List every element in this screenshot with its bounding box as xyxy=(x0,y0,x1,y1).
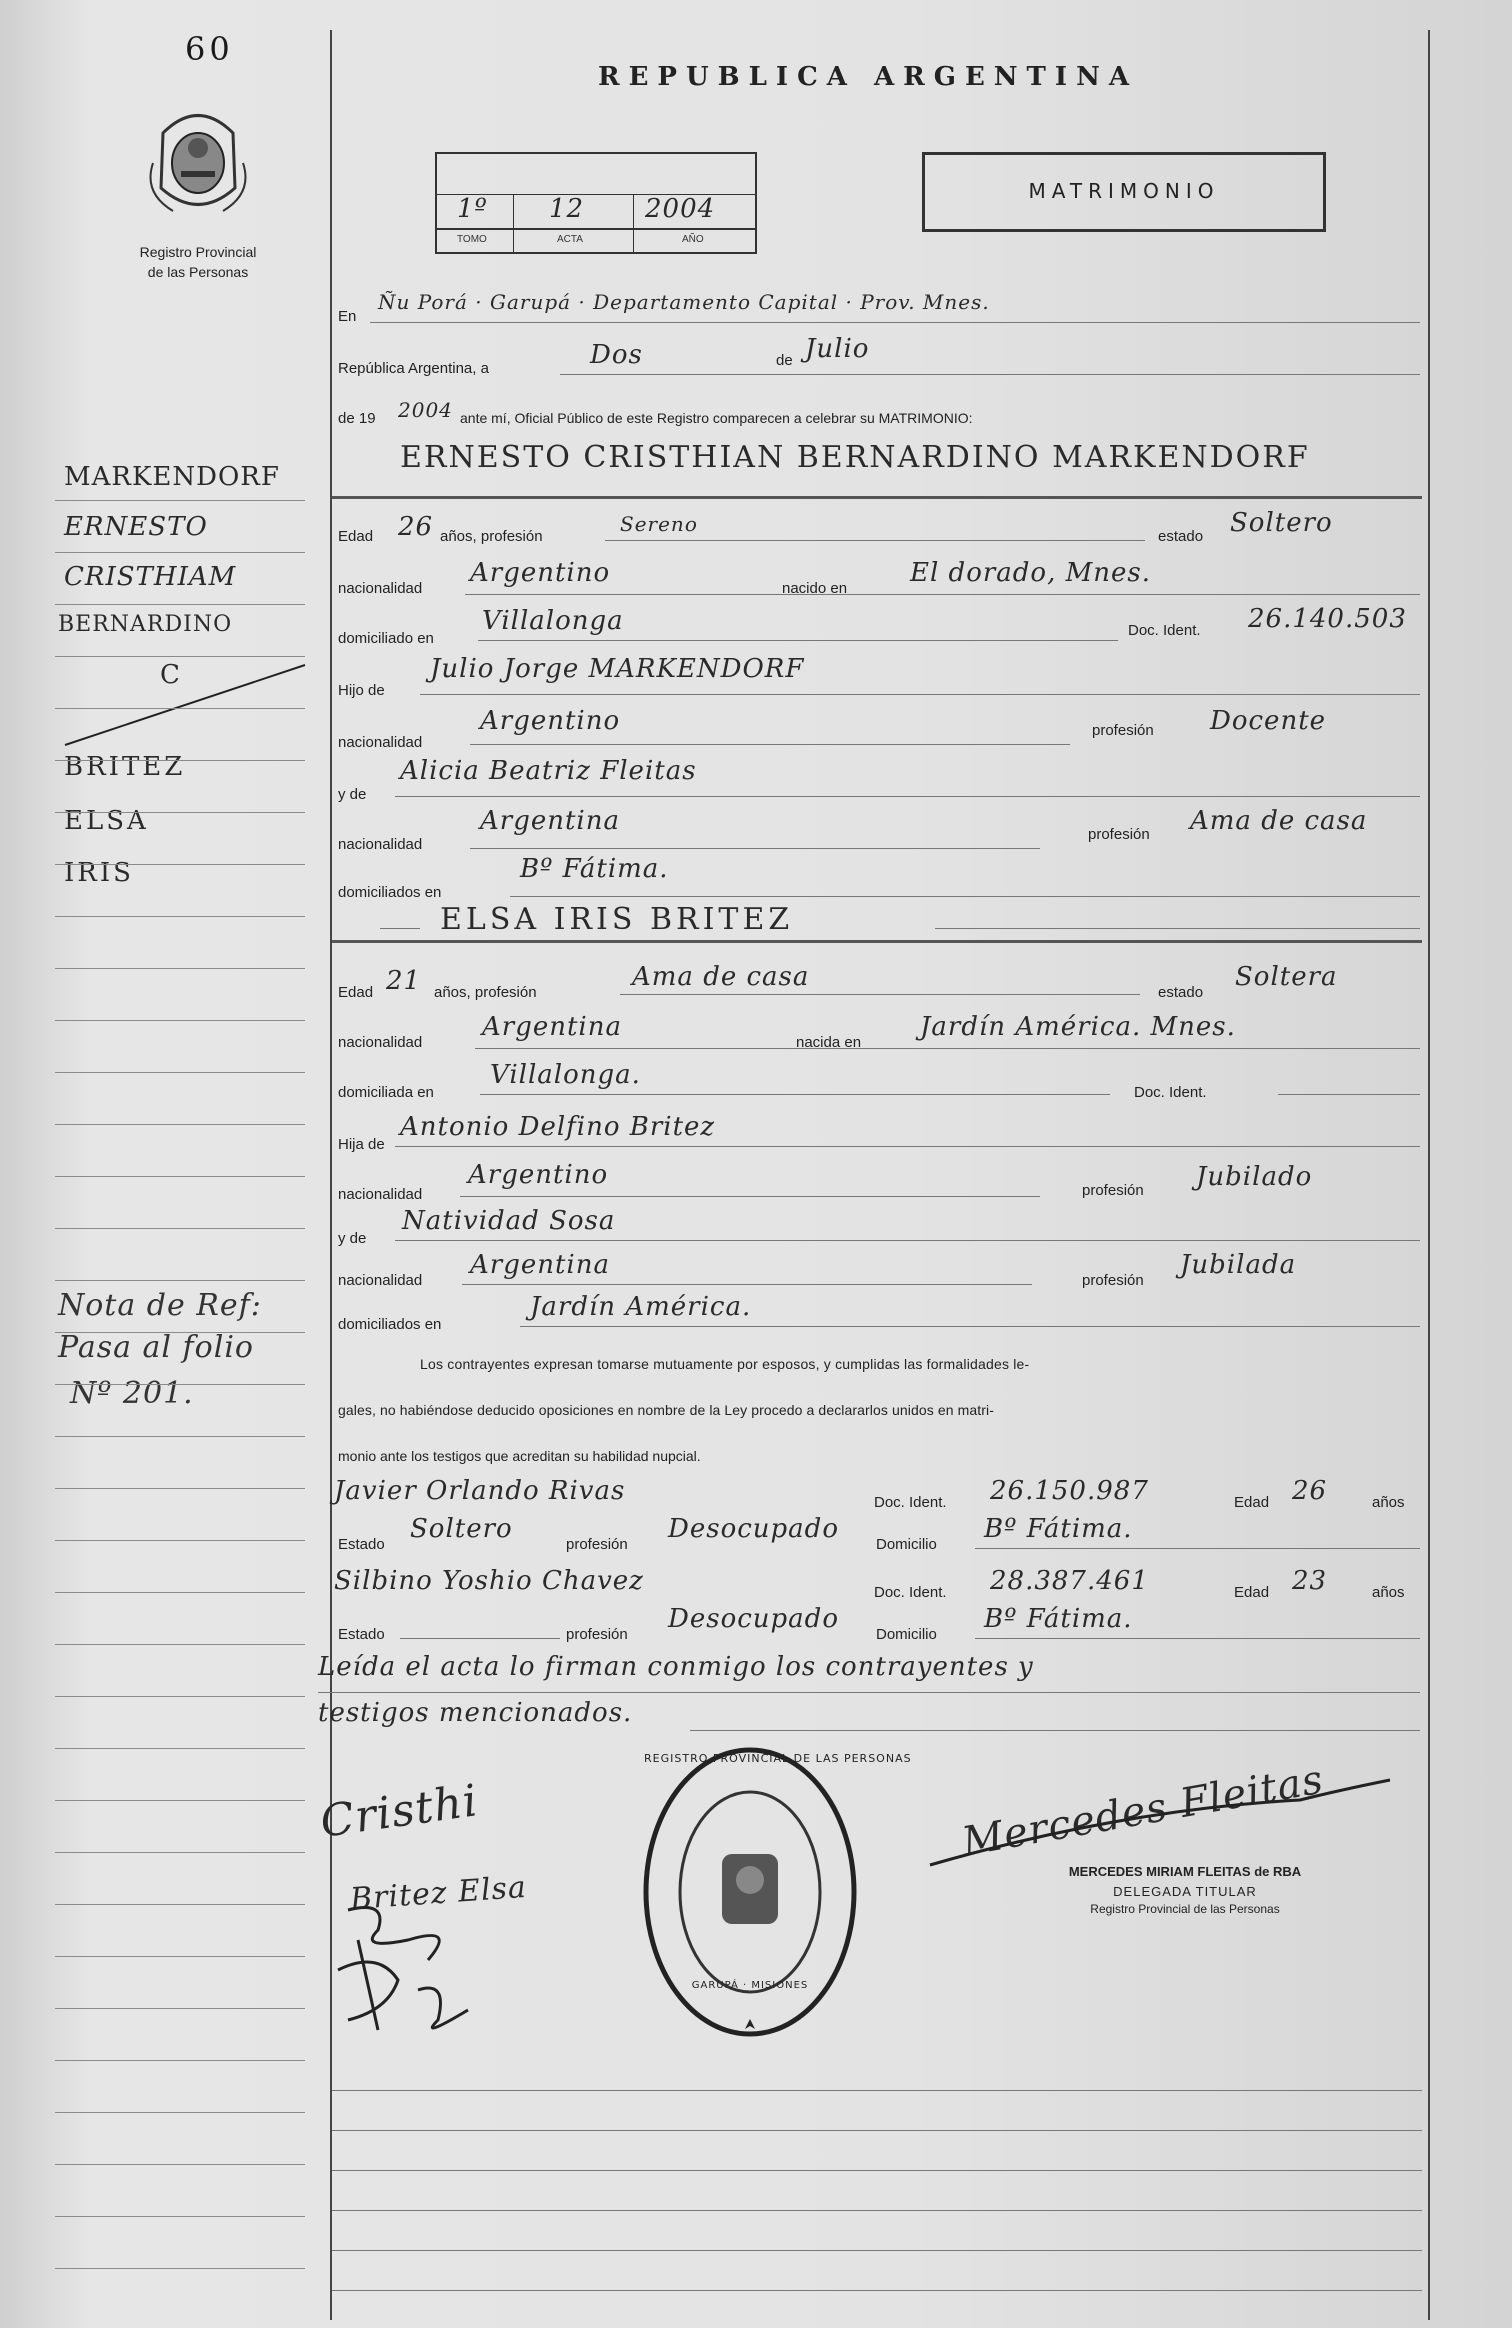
right-margin-border xyxy=(1428,30,1430,2320)
groom-estado-value: Soltero xyxy=(1230,508,1333,538)
margin-ref-line3: Nº 201. xyxy=(70,1376,194,1411)
bride-mother-prof: Jubilada xyxy=(1180,1250,1297,1280)
groom-nac-label: nacionalidad xyxy=(338,580,423,597)
bride-profesion-label: años, profesión xyxy=(434,984,537,1001)
bride-dom-label: domiciliada en xyxy=(338,1084,434,1101)
witness1-edad-value: 26 xyxy=(1292,1476,1328,1506)
de-label: de xyxy=(776,352,793,369)
margin-bride-line3: IRIS xyxy=(64,858,134,888)
margin-rule xyxy=(55,1072,305,1073)
witness2-doc-value: 28.387.461 xyxy=(990,1566,1149,1596)
margin-groom-line1: MARKENDORF xyxy=(64,462,280,492)
groom-edad-value: 26 xyxy=(398,512,434,542)
page-number: 60 xyxy=(185,30,234,68)
groom-parents-dom: Bº Fátima. xyxy=(520,854,669,884)
margin-rule xyxy=(55,552,305,553)
witness2-edad-value: 23 xyxy=(1292,1566,1328,1596)
margin-groom-line3: CRISTHIAM xyxy=(64,562,237,592)
groom-mother-name: Alicia Beatriz Fleitas xyxy=(400,756,697,786)
witness1-estado-label: Estado xyxy=(338,1536,385,1553)
registry-seal-icon xyxy=(640,1744,912,2040)
margin-rule xyxy=(55,1020,305,1021)
groom-nacido-value: El dorado, Mnes. xyxy=(910,558,1151,588)
margin-rule xyxy=(55,1332,305,1333)
witness1-name: Javier Orlando Rivas xyxy=(334,1476,626,1506)
bride-mother-name: Natividad Sosa xyxy=(402,1206,616,1236)
witness1-edad-label: Edad xyxy=(1234,1494,1270,1511)
witness2-estado-label: Estado xyxy=(338,1626,385,1643)
anio-value: 2004 xyxy=(645,194,716,224)
bride-edad-value: 21 xyxy=(386,966,422,996)
margin-rule xyxy=(55,2268,305,2269)
bride-nacida-label: nacida en xyxy=(796,1034,862,1051)
margin-rule xyxy=(55,2112,305,2113)
groom-name: ERNESTO CRISTHIAN BERNARDINO MARKENDORF xyxy=(400,440,1310,475)
witness1-doc-value: 26.150.987 xyxy=(990,1476,1149,1506)
witness2-profesion-label: profesión xyxy=(566,1626,628,1643)
bride-parents-dom: Jardín América. xyxy=(530,1292,752,1322)
bride-estado-label: estado xyxy=(1158,984,1204,1001)
acta-value: 12 xyxy=(549,194,585,224)
en-label: En xyxy=(338,308,357,325)
witness2-domicilio-label: Domicilio xyxy=(876,1626,937,1643)
bride-mother-nac-label: nacionalidad xyxy=(338,1272,423,1289)
margin-rule xyxy=(55,1904,305,1905)
groom-yde-label: y de xyxy=(338,786,367,803)
registry-name-line2: de las Personas xyxy=(147,264,249,280)
day-value: Dos xyxy=(590,340,643,370)
margin-rule xyxy=(55,2008,305,2009)
groom-parents-dom-label: domiciliados en xyxy=(338,884,442,901)
bride-mother-prof-label: profesión xyxy=(1082,1272,1144,1289)
groom-dom-label: domiciliado en xyxy=(338,630,434,647)
coat-of-arms-icon xyxy=(143,103,253,223)
witness1-profesion-value: Desocupado xyxy=(668,1514,839,1544)
official-name: MERCEDES MIRIAM FLEITAS de RBA xyxy=(1068,1864,1302,1879)
groom-father-name: Julio Jorge MARKENDORF xyxy=(430,654,805,684)
margin-rule xyxy=(55,708,305,709)
witness2-domicilio-value: Bº Fátima. xyxy=(984,1604,1133,1634)
margin-rule xyxy=(55,2164,305,2165)
witness1-domicilio-value: Bº Fátima. xyxy=(984,1514,1133,1544)
seal-text: REGISTRO PROVINCIAL DE LAS PERSONAS xyxy=(644,1752,912,1765)
official-signature-stroke xyxy=(920,1770,1420,1870)
margin-rule xyxy=(55,864,305,865)
bride-hija-label: Hija de xyxy=(338,1136,385,1153)
closing-line2: testigos mencionados. xyxy=(318,1698,633,1728)
year-prefix: de 19 xyxy=(338,410,376,427)
groom-father-prof-label: profesión xyxy=(1092,722,1154,739)
margin-rule xyxy=(55,760,305,761)
bride-father-prof: Jubilado xyxy=(1196,1162,1313,1192)
intro-text: ante mí, Oficial Público de este Registro comparecen a celebrar su MATRIMONIO: xyxy=(460,410,973,426)
bride-nacida-value: Jardín América. Mnes. xyxy=(920,1012,1236,1042)
margin-rule xyxy=(55,1280,305,1281)
groom-hijo-label: Hijo de xyxy=(338,682,385,699)
bride-edad-label: Edad xyxy=(338,984,374,1001)
bride-father-name: Antonio Delfino Britez xyxy=(400,1112,716,1142)
margin-rule xyxy=(55,1644,305,1645)
acta-label: ACTA xyxy=(557,234,583,245)
margin-groom-line2: ERNESTO xyxy=(64,512,208,542)
margin-groom-line4: BERNARDINO xyxy=(58,612,233,637)
registry-name-line1: Registro Provincial xyxy=(139,244,257,260)
place-value: Ñu Porá · Garupá · Departamento Capital · Prov. Mnes. xyxy=(378,290,990,314)
margin-rule xyxy=(55,1748,305,1749)
witness1-profesion-label: profesión xyxy=(566,1536,628,1553)
groom-mother-nac-label: nacionalidad xyxy=(338,836,423,853)
groom-mother-prof: Ama de casa xyxy=(1190,806,1368,836)
tomo-label: TOMO xyxy=(457,234,487,245)
bride-nac-value: Argentina xyxy=(482,1012,622,1042)
act-type-box xyxy=(922,152,1326,232)
groom-nac-value: Argentino xyxy=(470,558,611,588)
margin-rule xyxy=(55,2216,305,2217)
year-value: 2004 xyxy=(398,398,453,422)
margin-rule xyxy=(55,1696,305,1697)
bride-parents-dom-label: domiciliados en xyxy=(338,1316,442,1333)
republic-label: República Argentina, a xyxy=(338,360,489,377)
margin-rule xyxy=(55,1852,305,1853)
tomo-value: 1º xyxy=(457,194,488,224)
seal-bottom-text: GARUPÁ · MISIONES xyxy=(691,1980,809,1991)
bride-signature: Britez Elsa xyxy=(348,1869,528,1918)
margin-rule xyxy=(55,2060,305,2061)
groom-doc-label: Doc. Ident. xyxy=(1128,622,1201,639)
witness2-anos-label: años xyxy=(1372,1584,1405,1601)
declaration-line2: gales, no habiéndose deducido oposiciones en nombre de la Ley procedo a declararlos unidos en matri- xyxy=(338,1402,994,1418)
margin-ref-line2: Pasa al folio xyxy=(58,1330,254,1365)
bride-mother-nac: Argentina xyxy=(470,1250,610,1280)
bride-father-prof-label: profesión xyxy=(1082,1182,1144,1199)
witness1-domicilio-label: Domicilio xyxy=(876,1536,937,1553)
groom-edad-label: Edad xyxy=(338,528,374,545)
declaration-line1: Los contrayentes expresan tomarse mutuamente por esposos, y cumplidas las formalidades le- xyxy=(420,1356,1030,1372)
groom-father-prof: Docente xyxy=(1210,706,1327,736)
margin-groom-line5: C xyxy=(160,660,181,690)
groom-doc-value: 26.140.503 xyxy=(1248,604,1407,634)
margin-rule xyxy=(55,1800,305,1801)
margin-ref-line1: Nota de Ref: xyxy=(58,1288,262,1323)
witness2-name: Silbino Yoshio Chavez xyxy=(334,1566,644,1596)
bride-yde-label: y de xyxy=(338,1230,367,1247)
margin-rule xyxy=(55,1176,305,1177)
bride-estado-value: Soltera xyxy=(1235,962,1338,992)
margin-rule xyxy=(55,1124,305,1125)
margin-bride-line1: BRITEZ xyxy=(64,752,186,782)
groom-estado-label: estado xyxy=(1158,528,1204,545)
bride-nac-label: nacionalidad xyxy=(338,1034,423,1051)
margin-rule xyxy=(55,1436,305,1437)
margin-rule xyxy=(55,1956,305,1957)
official-org: Registro Provincial de las Personas xyxy=(1090,1902,1280,1916)
bride-doc-label: Doc. Ident. xyxy=(1134,1084,1207,1101)
groom-dom-value: Villalonga xyxy=(482,606,624,636)
act-number-box xyxy=(435,152,757,254)
groom-nacido-label: nacido en xyxy=(782,580,848,597)
month-value: Julio xyxy=(805,334,870,364)
margin-rule xyxy=(55,968,305,969)
groom-mother-prof-label: profesión xyxy=(1088,826,1150,843)
margin-rule xyxy=(55,500,305,501)
bride-father-nac-label: nacionalidad xyxy=(338,1186,423,1203)
margin-rule xyxy=(55,604,305,605)
bride-profesion-value: Ama de casa xyxy=(632,962,810,992)
margin-rule xyxy=(55,1228,305,1229)
witness2-edad-label: Edad xyxy=(1234,1584,1270,1601)
bride-name: ELSA IRIS BRITEZ xyxy=(440,902,794,937)
groom-father-nac-label: nacionalidad xyxy=(338,734,423,751)
groom-profesion-value: Sereno xyxy=(620,512,698,536)
margin-rule xyxy=(55,656,305,657)
official-signature: Mercedes Fleitas xyxy=(958,1756,1328,1866)
witness1-anos-label: años xyxy=(1372,1494,1405,1511)
witness2-profesion-value: Desocupado xyxy=(668,1604,839,1634)
groom-signature: Cristhi xyxy=(317,1775,482,1848)
bride-father-nac: Argentino xyxy=(468,1160,609,1190)
margin-rule xyxy=(55,1592,305,1593)
margin-bride-line2: ELSA xyxy=(64,806,149,836)
groom-profesion-label: años, profesión xyxy=(440,528,543,545)
anio-label: AÑO xyxy=(682,234,704,245)
witness2-doc-label: Doc. Ident. xyxy=(874,1584,947,1601)
witness1-doc-label: Doc. Ident. xyxy=(874,1494,947,1511)
margin-strike-line xyxy=(60,650,310,750)
bride-dom-value: Villalonga. xyxy=(490,1060,641,1090)
declaration-line3: monio ante los testigos que acreditan su habilidad nupcial. xyxy=(338,1448,701,1464)
groom-father-nac: Argentino xyxy=(480,706,621,736)
margin-rule xyxy=(55,1384,305,1385)
margin-rule xyxy=(55,1488,305,1489)
groom-mother-nac: Argentina xyxy=(480,806,620,836)
witness-signatures-scrawl xyxy=(318,1900,498,2040)
margin-rule xyxy=(55,1540,305,1541)
official-title: DELEGADA TITULAR xyxy=(1113,1884,1257,1899)
closing-line1: Leída el acta lo firman conmigo los contrayentes y xyxy=(318,1652,1034,1682)
margin-rule xyxy=(55,916,305,917)
margin-rule xyxy=(55,812,305,813)
act-type-label: MATRIMONIO xyxy=(1028,179,1220,203)
witness1-estado-value: Soltero xyxy=(410,1514,513,1544)
country-title: REPUBLICA ARGENTINA xyxy=(598,62,1139,92)
